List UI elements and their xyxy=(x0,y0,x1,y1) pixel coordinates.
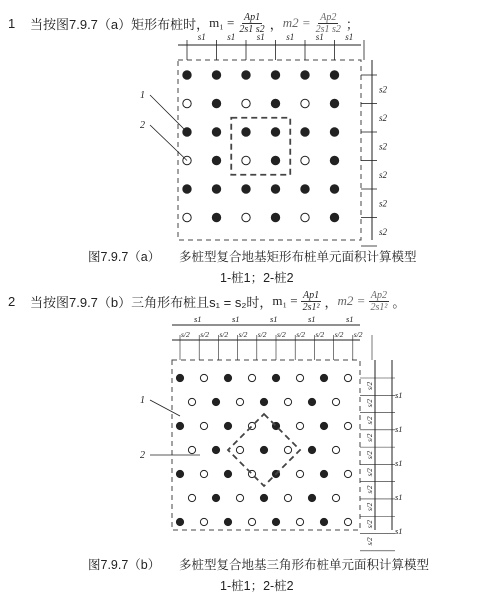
item1-number: 1 xyxy=(8,15,16,31)
figure-b-top-label: s1 xyxy=(270,314,278,324)
pile-type-2-icon xyxy=(301,213,309,221)
figure-b-side-label: s1 xyxy=(395,458,403,468)
figure-b-top-inner-label: s/2 xyxy=(200,330,209,339)
figure-b-side-inner-label: s/2 xyxy=(366,433,374,442)
pile-type-2-icon xyxy=(200,518,207,525)
pile-type-1-icon xyxy=(212,128,220,136)
pile-type-2-icon xyxy=(183,99,191,107)
figure-b-side-inner-label: s/2 xyxy=(366,468,374,477)
item1-tail: ； xyxy=(345,16,359,32)
pile-type-1-icon xyxy=(320,422,327,429)
pile-type-2-icon xyxy=(236,446,243,453)
figure-b-side-inner-label: s/2 xyxy=(366,450,374,460)
pile-type-1-icon xyxy=(308,494,315,501)
pile-type-1-icon xyxy=(224,374,231,381)
pile-type-1-icon xyxy=(212,185,220,193)
pile-type-1-icon xyxy=(183,185,191,193)
pile-type-1-icon xyxy=(176,374,183,381)
figure-b-caption: 图7.9.7（b） 多桩型复合地基三角形布桩单元面积计算模型 xyxy=(88,558,430,572)
figure-b-top-label: s1 xyxy=(194,314,202,324)
pile-type-2-icon xyxy=(301,156,309,164)
figure-a-top-label: s1 xyxy=(315,32,324,42)
pile-type-2-icon xyxy=(236,494,243,501)
figure-b-side-label: s1 xyxy=(395,390,403,400)
figure-a-side-label: s2 xyxy=(379,169,388,180)
figure-a-unit-cell xyxy=(231,118,290,175)
figure-b-side-label: s1 xyxy=(395,424,403,434)
pile-type-1-icon xyxy=(260,494,267,501)
pile-type-1-icon xyxy=(212,213,220,221)
pile-type-2-icon xyxy=(332,446,339,453)
figure-b-boundary xyxy=(172,360,360,530)
figure-a-pointer-1 xyxy=(150,95,187,132)
pile-type-1-icon xyxy=(320,374,327,381)
pile-type-2-icon xyxy=(284,398,291,405)
pile-type-2-icon xyxy=(236,398,243,405)
figure-a-top-label: s1 xyxy=(227,32,236,42)
figure-a-side-label: s2 xyxy=(379,84,388,95)
figure-a-top-label: s1 xyxy=(286,32,295,42)
pile-type-1-icon xyxy=(308,398,315,405)
pile-type-2-icon xyxy=(248,374,255,381)
item2-tail: 。 xyxy=(392,294,406,310)
pile-type-1-icon xyxy=(320,518,327,525)
item1-m2-label: m2 = xyxy=(282,15,311,30)
item2-m1-fraction xyxy=(301,290,322,313)
pile-type-2-icon xyxy=(296,470,303,477)
pile-type-1-icon xyxy=(330,71,338,79)
item1-m2-numerator: Ap2 xyxy=(320,11,337,23)
item2-m1-numerator: Ap1 xyxy=(303,289,320,301)
figure-a-legend: 1-桩1；2-桩2 xyxy=(220,271,294,285)
pile-type-2-icon xyxy=(344,518,351,525)
pile-type-1-icon xyxy=(183,71,191,79)
pile-type-1-icon xyxy=(320,470,327,477)
figure-a-pointer-1-label: 1 xyxy=(140,90,145,101)
figure-a-side-label: s2 xyxy=(379,112,388,123)
pile-type-1-icon xyxy=(260,446,267,453)
pile-type-2-icon xyxy=(242,213,250,221)
figure-b-top-inner-label: s/2 xyxy=(257,330,267,339)
item2-m1-denominator: 2s1² xyxy=(302,301,320,313)
figure-b-pointer-2-label: 2 xyxy=(140,450,145,461)
pile-type-1-icon xyxy=(242,71,250,79)
figure-b-top-inner-label: s/2 xyxy=(353,330,363,339)
pile-type-1-icon xyxy=(212,494,219,501)
pile-type-1-icon xyxy=(224,470,231,477)
pile-type-2-icon xyxy=(284,446,291,453)
pile-type-1-icon xyxy=(301,185,309,193)
item2-separator: ， xyxy=(324,294,338,310)
figure-b-top-inner-label: s/2 xyxy=(277,330,286,339)
pile-type-2-icon xyxy=(188,446,195,453)
pile-type-2-icon xyxy=(284,494,291,501)
pile-type-1-icon xyxy=(176,470,183,477)
pile-type-1-icon xyxy=(224,422,231,429)
figure-a-caption: 图7.9.7（a） 多桩型复合地基矩形布桩单元面积计算模型 xyxy=(88,250,417,264)
item1-m1-numerator: Ap1 xyxy=(243,11,261,23)
item1-m1-label: m₁ = xyxy=(209,15,235,30)
pile-type-1-icon xyxy=(176,518,183,525)
figure-b-top-inner-label: s/2 xyxy=(334,330,344,339)
pile-type-2-icon xyxy=(242,99,250,107)
pile-type-2-icon xyxy=(188,398,195,405)
figure-b-top-label: s1 xyxy=(232,314,240,324)
item2-m2-numerator: Ap2 xyxy=(370,289,387,301)
figure-b-side-inner-label: s/2 xyxy=(366,416,374,425)
figure-b-side-inner-label: s/2 xyxy=(366,537,374,546)
figure-b-side-inner-label: s/2 xyxy=(366,399,374,408)
item1-text: 当按图7.9.7（a）矩形布桩时， xyxy=(30,16,210,32)
pile-type-2-icon xyxy=(248,518,255,525)
pile-type-1-icon xyxy=(271,213,279,221)
pile-type-2-icon xyxy=(188,494,195,501)
pile-type-2-icon xyxy=(344,374,351,381)
pile-type-2-icon xyxy=(200,470,207,477)
pile-type-2-icon xyxy=(332,398,339,405)
figure-a-pointer-2-label: 2 xyxy=(140,120,145,131)
item1-separator: ， xyxy=(269,16,283,32)
pile-type-2-icon xyxy=(296,374,303,381)
figure-b-side-label: s1 xyxy=(395,526,403,536)
pile-type-1-icon xyxy=(224,518,231,525)
pile-type-1-icon xyxy=(271,185,279,193)
pile-type-2-icon xyxy=(242,156,250,164)
figure-a-top-label: s1 xyxy=(256,32,265,42)
figure-a-side-label: s2 xyxy=(379,226,388,237)
pile-type-1-icon xyxy=(212,398,219,405)
item1-m2-denominator: 2s1 s2 xyxy=(315,23,341,35)
figure-b-top-label: s1 xyxy=(346,314,354,324)
pile-type-1-icon xyxy=(301,128,309,136)
item2-m2-fraction xyxy=(368,290,389,313)
figure-b-side-inner-label: s/2 xyxy=(366,502,374,511)
pile-type-2-icon xyxy=(301,99,309,107)
pile-type-1-icon xyxy=(272,518,279,525)
pile-type-2-icon xyxy=(332,494,339,501)
pile-type-2-icon xyxy=(183,213,191,221)
pile-type-2-icon xyxy=(296,422,303,429)
item2-line xyxy=(8,284,405,318)
item2-m2-label: m2 = xyxy=(337,293,366,308)
figure-b-legend: 1-桩1；2-桩2 xyxy=(220,579,294,593)
pile-type-1-icon xyxy=(212,446,219,453)
pile-type-1-icon xyxy=(176,422,183,429)
figure-a-side-label: s2 xyxy=(379,141,388,152)
pile-type-1-icon xyxy=(271,156,279,164)
pile-type-2-icon xyxy=(296,518,303,525)
pile-type-1-icon xyxy=(272,374,279,381)
figure-b-side-inner-label: s/2 xyxy=(366,381,374,390)
item1-m1-denominator: 2s1 s2 xyxy=(239,23,265,35)
figure-a-pointer-2 xyxy=(150,125,187,161)
figure-b-top-inner-label: s/2 xyxy=(238,330,248,339)
pile-type-1-icon xyxy=(271,71,279,79)
pile-type-1-icon xyxy=(212,99,220,107)
pile-type-1-icon xyxy=(242,128,250,136)
figure-b-top-inner-label: s/2 xyxy=(219,330,229,339)
figure-b-top-inner-label: s/2 xyxy=(181,330,190,339)
pile-type-2-icon xyxy=(344,470,351,477)
pile-type-2-icon xyxy=(200,422,207,429)
item2-text: 当按图7.9.7（b）三角形布桩且s₁ = s₂时， xyxy=(30,294,273,310)
figure-a-top-label: s1 xyxy=(197,32,206,42)
pile-type-1-icon xyxy=(271,128,279,136)
figure-b-side-label: s1 xyxy=(395,492,403,502)
pile-type-2-icon xyxy=(344,422,351,429)
item2-m1-label: m₁ = xyxy=(272,293,298,308)
pile-type-1-icon xyxy=(330,99,338,107)
figure-a-side-label: s2 xyxy=(379,198,388,209)
pile-type-1-icon xyxy=(271,99,279,107)
pile-type-2-icon xyxy=(200,374,207,381)
pile-type-1-icon xyxy=(212,156,220,164)
figure-b-side-inner-label: s/2 xyxy=(366,485,374,494)
figure-b-pointer-1-label: 1 xyxy=(140,395,145,406)
pile-type-1-icon xyxy=(308,446,315,453)
pile-type-1-icon xyxy=(330,213,338,221)
pile-type-1-icon xyxy=(330,128,338,136)
figure-a-top-label: s1 xyxy=(345,32,354,42)
pile-type-1-icon xyxy=(330,185,338,193)
item2-number: 2 xyxy=(8,293,16,309)
figure-b-pointer-1 xyxy=(150,400,180,416)
pile-type-1-icon xyxy=(260,398,267,405)
figure-b-top-inner-label: s/2 xyxy=(315,330,325,339)
pile-type-1-icon xyxy=(330,156,338,164)
figure-b-side-inner-label: s/2 xyxy=(366,520,374,529)
item2-m2-denominator: 2s1² xyxy=(370,301,388,313)
pile-type-1-icon xyxy=(242,185,250,193)
pile-type-1-icon xyxy=(212,71,220,79)
figure-b-top-label: s1 xyxy=(308,314,316,324)
figure-b-top-inner-label: s/2 xyxy=(296,330,305,339)
pile-type-1-icon xyxy=(301,71,309,79)
